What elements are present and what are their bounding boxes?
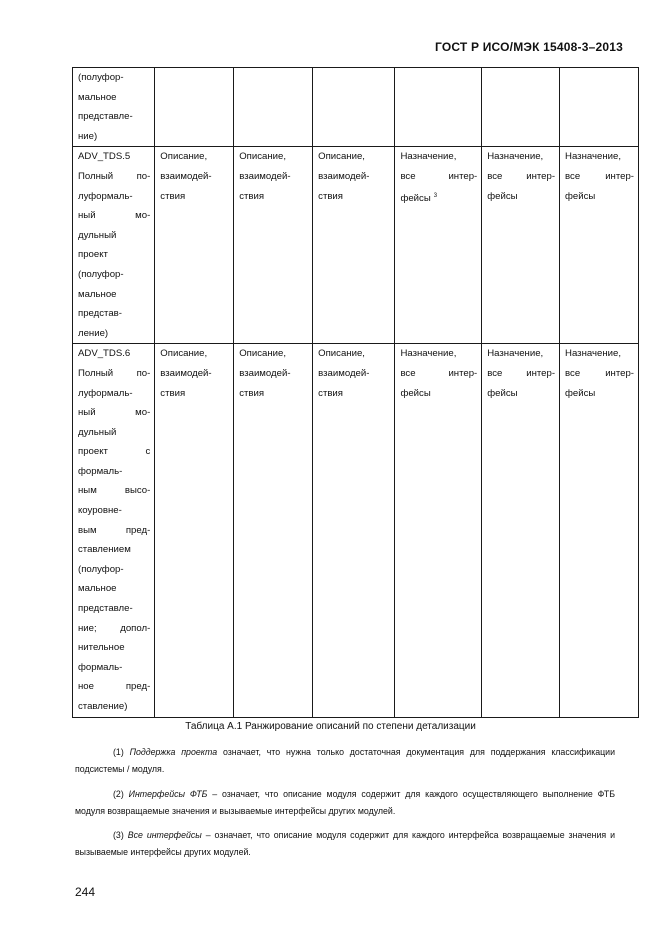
footnote-ref: 3 (433, 192, 438, 199)
cell-text-line: Описание, (160, 151, 208, 163)
cell-text-line: Назначение, (400, 151, 457, 163)
footnote-2 (75, 786, 615, 820)
table-cell (560, 344, 639, 717)
cell-text-line: Описание, (239, 348, 287, 360)
footnote-3-number: (3) (113, 830, 124, 840)
footnote-3-term: Все интерфейсы (127, 830, 202, 840)
cell-text-line: Описание, (160, 348, 208, 360)
table-cell (560, 147, 639, 344)
cell-text-line: все интер- (400, 367, 478, 379)
cell-text-line: Назначение, (487, 151, 544, 163)
table-cell (395, 344, 482, 717)
cell-text-line: Назначение, (400, 348, 457, 360)
table-row (73, 147, 639, 344)
table-cell (234, 344, 313, 717)
table-cell (560, 68, 639, 147)
footnote-1 (75, 744, 615, 778)
cell-text-line: Полный по- (78, 170, 151, 182)
table-cell (73, 344, 155, 717)
cell-text-line: формаль- (78, 465, 123, 477)
footnote-1-term: Поддержка проекта (129, 747, 218, 757)
table-cell (313, 147, 395, 344)
cell-text-line: ствия (160, 190, 186, 202)
table-cell (234, 68, 313, 147)
table-cell (234, 147, 313, 344)
footnote-1-number: (1) (113, 747, 124, 757)
cell-text-line: все интер- (565, 170, 634, 182)
cell-text-line: мальное (78, 91, 117, 103)
cell-text-line: дульный (78, 426, 117, 438)
cell-text-line: луформаль- (78, 190, 133, 202)
table-cell (155, 344, 234, 717)
cell-text-line: Назначение, (487, 348, 544, 360)
table-row (73, 68, 639, 147)
cell-text-line: мальное (78, 583, 117, 595)
cell-text-line: ADV_TDS.6 (78, 348, 131, 360)
cell-text-line: Описание, (318, 151, 365, 163)
cell-text-line: ставление) (78, 701, 128, 712)
cell-text-line: Полный по- (78, 367, 151, 379)
cell-text-line: вым пред- (78, 524, 151, 536)
cell-text-line: коуровне- (78, 505, 122, 517)
table-cell (482, 147, 560, 344)
cell-text-line: все интер- (400, 170, 478, 182)
cell-text-line: ное пред- (78, 681, 151, 693)
cell-text-line: все интер- (565, 367, 634, 379)
table-caption: Таблица А.1 Ранжирование описаний по степени детализации (185, 721, 476, 732)
table-cell (313, 68, 395, 147)
cell-text-line: фейсы (487, 387, 518, 399)
cell-text-line: представ- (78, 308, 122, 320)
cell-text-line: луформаль- (78, 387, 133, 399)
cell-text-line: ный мо- (78, 407, 151, 419)
cell-text-line: ствия (239, 190, 265, 202)
cell-text-line: взаимодей- (160, 367, 212, 379)
cell-text-line: представле- (78, 603, 133, 615)
cell-text-line: взаимодей- (239, 170, 291, 182)
cell-text-line: мальное (78, 288, 117, 300)
cell-text-line: ние; допол- (78, 622, 151, 634)
cell-text-line: нительное (78, 642, 125, 654)
cell-text-line: ствия (318, 387, 343, 399)
document-header: ГОСТ Р ИСО/МЭК 15408-3–2013 (434, 40, 623, 54)
cell-text-line: ным высо- (78, 485, 151, 497)
cell-text-line: все интер- (487, 170, 556, 182)
cell-text-line: фейсы (565, 190, 596, 202)
page-number: 244 (75, 885, 96, 899)
cell-text-line: ставлением (78, 544, 131, 556)
footnote-3-text: – означает, что описание модуля содержит для каждого интерфейса возвращаемые значения и вызываемые интерфейсы других модулей. (75, 830, 616, 857)
table-cell (73, 147, 155, 344)
cell-text-line: ствия (160, 387, 186, 399)
table-cell (155, 147, 234, 344)
cell-text-line: Описание, (239, 151, 287, 163)
table-cell (155, 68, 234, 147)
cell-text-line: ный мо- (78, 210, 151, 222)
footnote-2-number: (2) (113, 789, 124, 799)
cell-text-line: взаимодей- (318, 367, 370, 379)
cell-text-line: взаимодей- (318, 170, 370, 182)
cell-text-line: взаимодей- (239, 367, 291, 379)
cell-text-line: фейсы (400, 387, 431, 399)
cell-text-line: дульный (78, 229, 117, 241)
ranking-table (72, 67, 639, 718)
cell-text-line: (полуфор- (78, 72, 124, 83)
cell-text-line: Назначение, (565, 151, 622, 163)
cell-text-line: ние) (78, 130, 98, 142)
table-cell (482, 344, 560, 717)
cell-text-line: (полуфор- (78, 268, 124, 280)
cell-text-line: фейсы (487, 190, 518, 202)
cell-text-line: представле- (78, 111, 133, 123)
footnote-2-text: – означает, что описание модуля содержит для каждого осуществляющего выполнение ФТБ модуля возвращаемые значения и вызываемые интерфейсы других модулей. (75, 789, 615, 816)
table-cell (395, 147, 482, 344)
footnote-3 (75, 827, 615, 861)
cell-text-line: все интер- (487, 367, 556, 379)
cell-text-line: ADV_TDS.5 (78, 151, 131, 163)
cell-text-line: ление) (78, 327, 109, 339)
cell-text-line: фейсы $^3$ (400, 192, 438, 204)
cell-text-line: ствия (318, 190, 343, 202)
footnote-2-term: Интерфейсы ФТБ (128, 789, 208, 799)
table-body (73, 68, 639, 718)
cell-text-line: взаимодей- (160, 170, 212, 182)
cell-text-line: ствия (239, 387, 265, 399)
cell-text-line: проект с (78, 446, 151, 458)
cell-text-line: проект (78, 249, 108, 261)
table-row (73, 344, 639, 717)
cell-text-line: формаль- (78, 661, 123, 673)
cell-text-line: (полуфор- (78, 563, 124, 575)
cell-text-line: Назначение, (565, 348, 622, 360)
table-cell (313, 344, 395, 717)
table-cell (73, 68, 155, 147)
cell-text-line: Описание, (318, 348, 365, 360)
table-cell (482, 68, 560, 147)
footnote-1-text: означает, что нужна только достаточная документация для поддержания классификации подсистемы / модуля. (75, 747, 615, 774)
cell-text-line: фейсы (565, 387, 596, 399)
table-cell (395, 68, 482, 147)
